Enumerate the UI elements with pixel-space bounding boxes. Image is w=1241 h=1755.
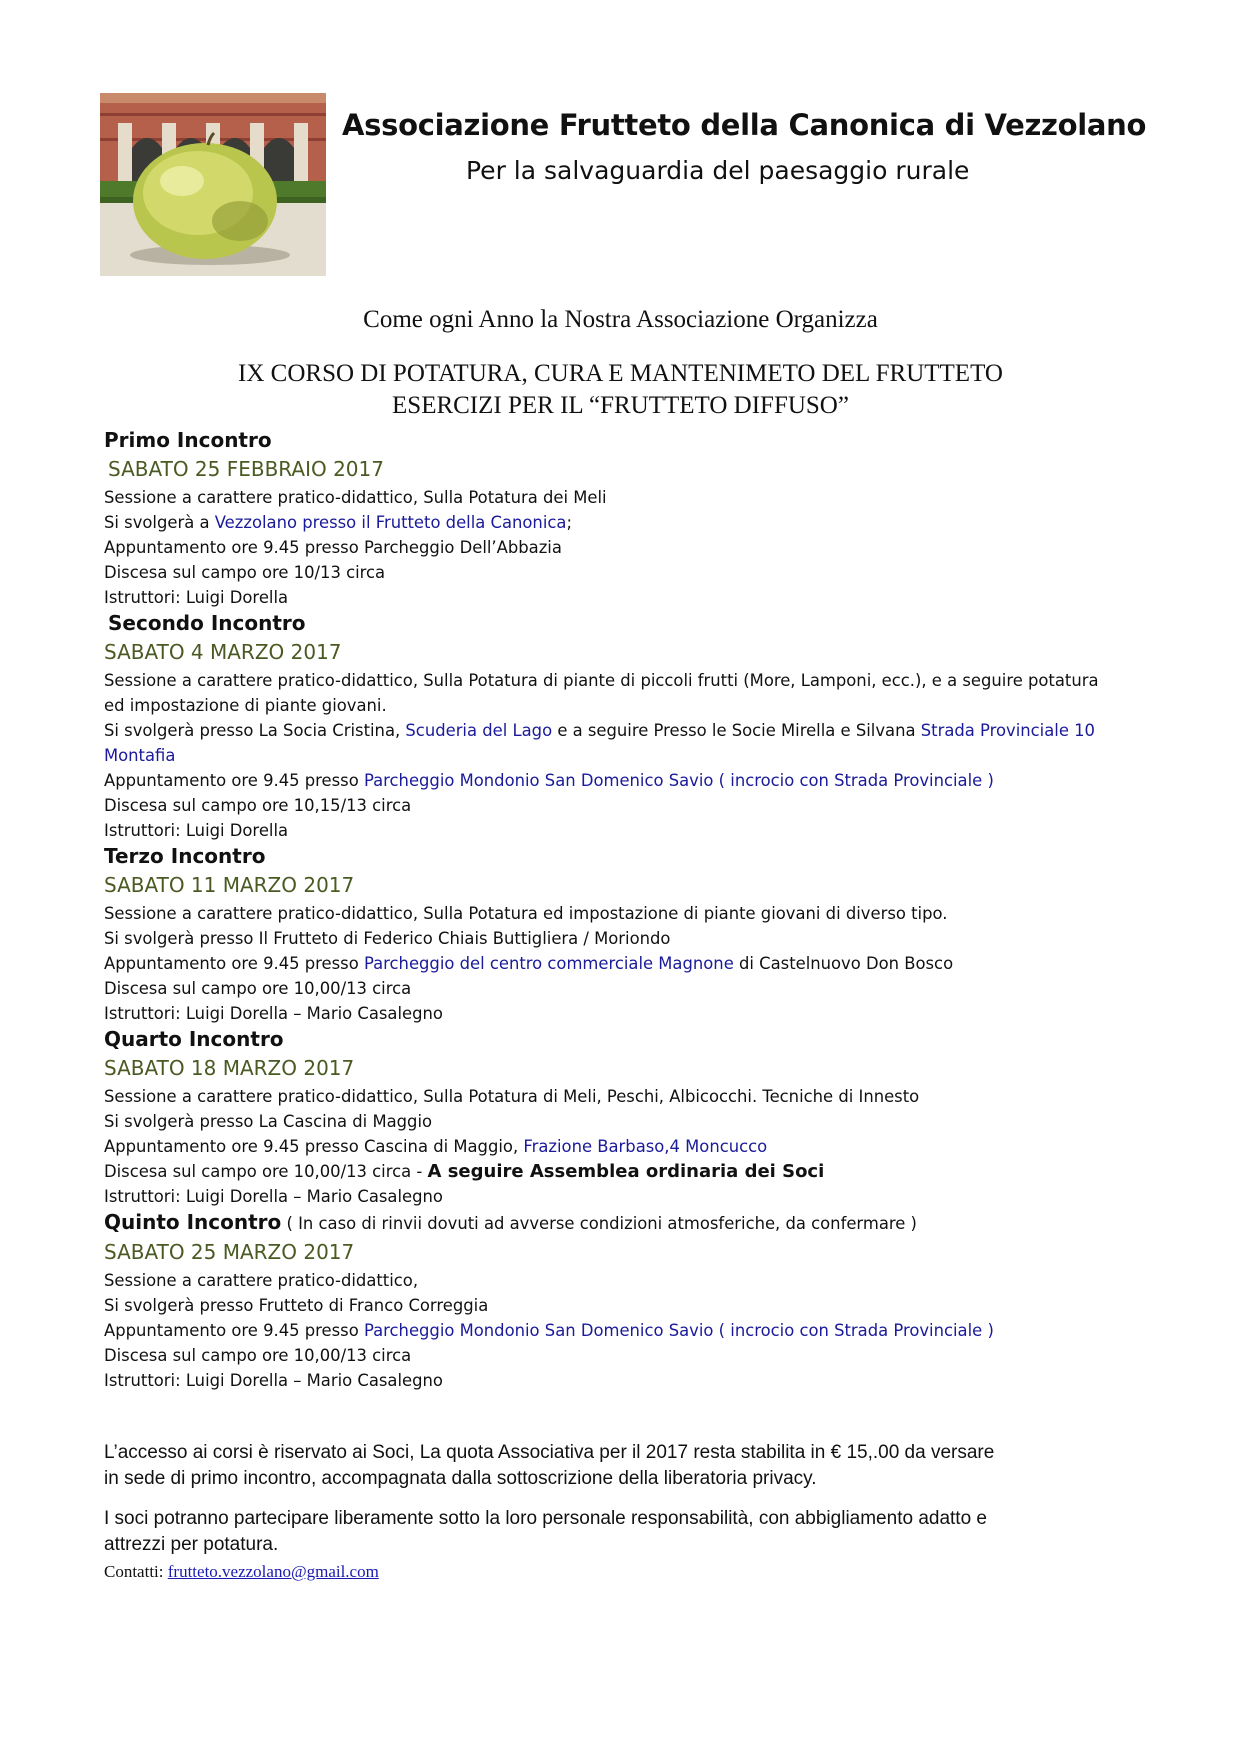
meeting-session: Sessione a carattere pratico-didattico, Sulla Potatura dei Meli xyxy=(104,488,607,507)
meeting-title: Quarto Incontro xyxy=(104,1027,284,1051)
footer xyxy=(104,1440,1164,1585)
assembly-note: A seguire Assemblea ordinaria dei Soci xyxy=(427,1161,825,1182)
meeting-appointment xyxy=(104,768,1164,793)
meeting-title: Terzo Incontro xyxy=(104,844,266,868)
appointment-link[interactable]: Frazione Barbaso,4 Moncucco xyxy=(523,1137,768,1156)
meeting-instructors: Istruttori: Luigi Dorella xyxy=(104,821,289,840)
location-text-end: ; xyxy=(566,513,572,532)
meetings-list xyxy=(104,427,1164,1393)
meeting-title xyxy=(104,1209,1164,1237)
location-text: Si svolgerà a xyxy=(104,513,215,532)
access-line2: in sede di primo incontro, accompagnata dalla sottoscrizione della liberatoria privacy. xyxy=(104,1468,817,1489)
appointment-link[interactable]: Parcheggio Mondonio San Domenico Savio ( incrocio con Strada Provinciale ) xyxy=(363,1321,994,1340)
meeting-descent: Discesa sul campo ore 10,00/13 circa xyxy=(104,1346,412,1365)
descent-text: Discesa sul campo ore 10,00/13 circa - xyxy=(104,1162,428,1181)
meeting-instructors: Istruttori: Luigi Dorella – Mario Casalegno xyxy=(104,1004,443,1023)
appointment-link[interactable]: Parcheggio Mondonio San Domenico Savio ( incrocio con Strada Provinciale ) xyxy=(363,771,994,790)
appointment-text: Appuntamento ore 9.45 presso xyxy=(104,954,364,973)
appointment-text: Appuntamento ore 9.45 presso xyxy=(104,1321,364,1340)
meeting-1 xyxy=(104,427,1164,610)
meeting-5 xyxy=(104,1209,1164,1393)
access-line1: L’accesso ai corsi è riservato ai Soci, La quota Associativa per il 2017 resta stabilita in € 15,.00 da versare xyxy=(104,1442,995,1463)
appointment-link[interactable]: Parcheggio del centro commerciale Magnone xyxy=(363,954,734,973)
meeting-descent: Discesa sul campo ore 10,00/13 circa xyxy=(104,979,412,998)
meeting-title: Secondo Incontro xyxy=(108,611,306,635)
members-paragraph xyxy=(104,1506,1164,1558)
apple-painting-svg xyxy=(100,93,326,276)
meeting-location: Si svolgerà presso Frutteto di Franco Correggia xyxy=(104,1296,489,1315)
meeting-date: SABATO 25 MARZO 2017 xyxy=(104,1240,355,1264)
meeting-appointment xyxy=(104,951,1164,976)
meeting-session: Sessione a carattere pratico-didattico, Sulla Potatura di piante di piccoli frutti (More, Lamponi, ecc.), e a seguire potatura xyxy=(104,671,1099,690)
location-text: Si svolgerà presso La Socia Cristina, xyxy=(104,721,406,740)
meeting-title-text: Quinto Incontro xyxy=(104,1210,282,1234)
meeting-title-note: ( In caso di rinvii dovuti ad avverse condizioni atmosferiche, da confermare ) xyxy=(281,1214,917,1233)
appointment-text: Appuntamento ore 9.45 presso Cascina di Maggio, xyxy=(104,1137,524,1156)
meeting-location xyxy=(104,718,1164,743)
meeting-location: Si svolgerà presso Il Frutteto di Federico Chiais Buttigliera / Moriondo xyxy=(104,929,671,948)
meeting-2 xyxy=(104,610,1164,843)
meeting-location xyxy=(104,510,1164,535)
intro-text: Come ogni Anno la Nostra Associazione Organizza xyxy=(363,306,878,333)
meeting-appointment: Appuntamento ore 9.45 presso Parcheggio Dell’Abbazia xyxy=(104,538,562,557)
location-link-strada[interactable]: Strada Provinciale 10 xyxy=(920,721,1095,740)
meeting-descent: Discesa sul campo ore 10/13 circa xyxy=(104,563,386,582)
meeting-descent xyxy=(104,1159,1164,1184)
meeting-title: Primo Incontro xyxy=(104,428,272,452)
course-title-line1: IX CORSO DI POTATURA, CURA E MANTENIMETO DEL FRUTTETO xyxy=(238,360,1003,387)
location-link[interactable]: Vezzolano presso il Frutteto della Canonica xyxy=(214,513,567,532)
meeting-3 xyxy=(104,843,1164,1026)
meeting-session: Sessione a carattere pratico-didattico, xyxy=(104,1271,419,1290)
meeting-date: SABATO 18 MARZO 2017 xyxy=(104,1056,355,1080)
location-text-mid: e a seguire Presso le Socie Mirella e Silvana xyxy=(552,721,921,740)
meeting-session: Sessione a carattere pratico-didattico, Sulla Potatura di Meli, Peschi, Albicocchi. Tecniche di Innesto xyxy=(104,1087,920,1106)
appointment-text-end: di Castelnuovo Don Bosco xyxy=(733,954,954,973)
members-line2: attrezzi per potatura. xyxy=(104,1534,279,1555)
organization-name: Associazione Frutteto della Canonica di Vezzolano xyxy=(342,108,1147,142)
meeting-date: SABATO 25 FEBBRAIO 2017 xyxy=(108,457,384,481)
location-link-montafia[interactable]: Montafia xyxy=(104,746,176,765)
organization-tagline: Per la salvaguardia del paesaggio rurale xyxy=(466,156,970,185)
meeting-descent: Discesa sul campo ore 10,15/13 circa xyxy=(104,796,412,815)
course-title-line2: ESERCIZI PER IL “FRUTTETO DIFFUSO” xyxy=(392,392,849,419)
apple-painting xyxy=(100,93,326,276)
appointment-text: Appuntamento ore 9.45 presso xyxy=(104,771,364,790)
contacts-label: Contatti: xyxy=(104,1562,168,1581)
contact-email-link[interactable]: frutteto.vezzolano@gmail.com xyxy=(167,1562,379,1581)
meeting-appointment xyxy=(104,1318,1164,1343)
meeting-date: SABATO 4 MARZO 2017 xyxy=(104,640,342,664)
contacts xyxy=(104,1559,1164,1585)
access-paragraph xyxy=(104,1440,1164,1492)
meeting-4 xyxy=(104,1026,1164,1209)
meeting-appointment xyxy=(104,1134,1164,1159)
course-title xyxy=(0,358,1241,422)
meeting-instructors: Istruttori: Luigi Dorella – Mario Casalegno xyxy=(104,1371,443,1390)
meeting-date: SABATO 11 MARZO 2017 xyxy=(104,873,355,897)
meeting-instructors: Istruttori: Luigi Dorella – Mario Casalegno xyxy=(104,1187,443,1206)
meeting-location: Si svolgerà presso La Cascina di Maggio xyxy=(104,1112,433,1131)
members-line1: I soci potranno partecipare liberamente sotto la loro personale responsabilità, con abbigliamento adatto e xyxy=(104,1508,987,1529)
meeting-instructors: Istruttori: Luigi Dorella xyxy=(104,588,289,607)
meeting-session-cont: ed impostazione di piante giovani. xyxy=(104,696,387,715)
meeting-session: Sessione a carattere pratico-didattico, Sulla Potatura ed impostazione di piante giovani di diverso tipo. xyxy=(104,904,948,923)
location-link-scuderia[interactable]: Scuderia del Lago xyxy=(405,721,553,740)
